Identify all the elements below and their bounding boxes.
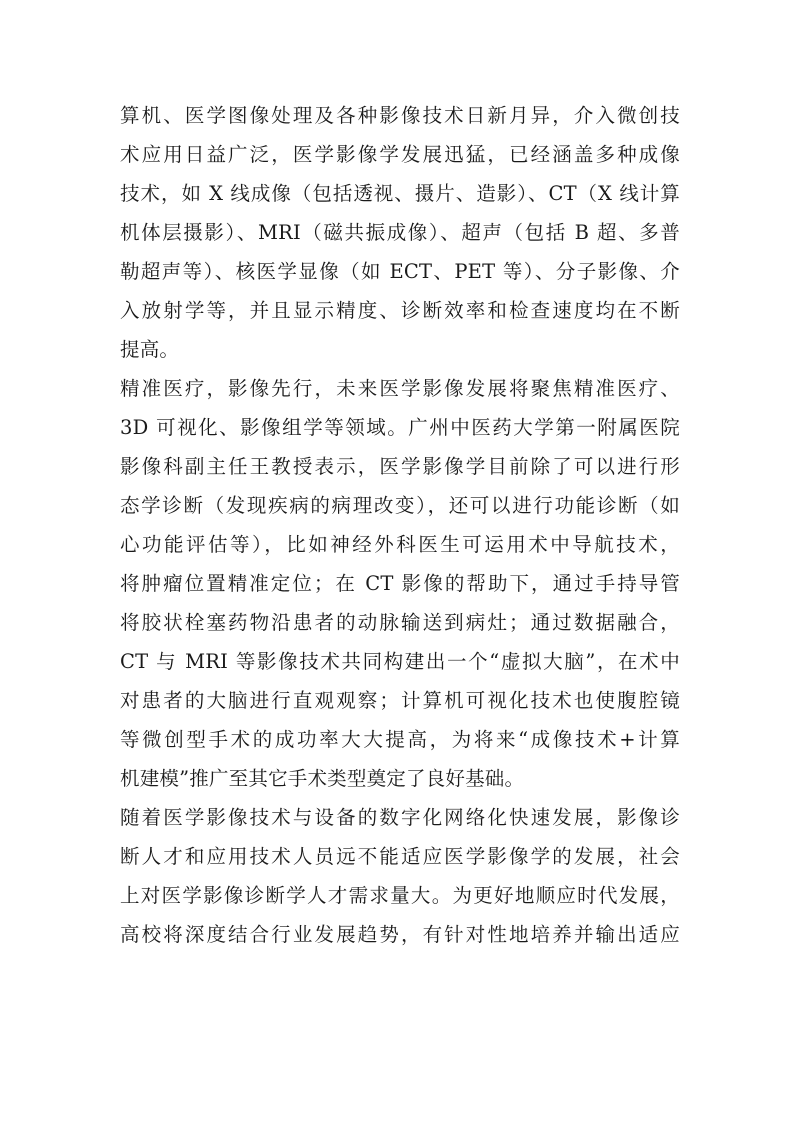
text-line: 机建模”推广至其它手术类型奠定了良好基础。 <box>120 767 525 790</box>
text-line: 等微创型手术的成功率大大提高，为将来“成像技术+计算 <box>120 728 680 751</box>
text-line: 影像科副主任王教授表示，医学影像学目前除了可以进行形 <box>120 455 680 478</box>
text-line: 机体层摄影）、MRI（磁共振成像）、超声（包括 B 超、多普 <box>120 221 680 244</box>
text-line: 术应用日益广泛，医学影像学发展迅猛，已经涵盖多种成像 <box>120 143 680 166</box>
text-line: 入放射学等，并且显示精度、诊断效率和检查速度均在不断 <box>120 299 680 322</box>
text-line: 对患者的大脑进行直观观察；计算机可视化技术也使腹腔镜 <box>120 689 680 712</box>
text-line: 技术，如 X 线成像（包括透视、摄片、造影）、CT（X 线计算 <box>120 182 680 205</box>
text-line: 断人才和应用技术人员远不能适应医学影像学的发展，社会 <box>120 845 680 868</box>
text-line: 上对医学影像诊断学人才需求量大。为更好地顺应时代发展， <box>120 884 680 907</box>
text-line: CT 与 MRI 等影像技术共同构建出一个“虚拟大脑”，在术中 <box>120 650 680 673</box>
text-line: 随着医学影像技术与设备的数字化网络化快速发展，影像诊 <box>120 806 680 829</box>
text-line: 3D 可视化、影像组学等领域。广州中医药大学第一附属医院 <box>120 416 680 439</box>
text-line: 心功能评估等），比如神经外科医生可运用术中导航技术， <box>120 533 680 556</box>
text-line: 提高。 <box>120 338 180 361</box>
text-line: 精准医疗，影像先行，未来医学影像发展将聚焦精准医疗、 <box>120 377 680 400</box>
text-line: 高校将深度结合行业发展趋势，有针对性地培养并输出适应 <box>120 923 680 946</box>
text-line: 将肿瘤位置精准定位；在 CT 影像的帮助下，通过手持导管 <box>120 572 680 595</box>
text-line: 态学诊断（发现疾病的病理改变），还可以进行功能诊断（如 <box>120 494 680 517</box>
text-line: 将胶状栓塞药物沿患者的动脉输送到病灶；通过数据融合， <box>120 611 680 634</box>
text-line: 算机、医学图像处理及各种影像技术日新月异，介入微创技 <box>120 104 680 127</box>
text-line: 勒超声等）、核医学显像（如 ECT、PET 等）、分子影像、介 <box>120 260 680 283</box>
